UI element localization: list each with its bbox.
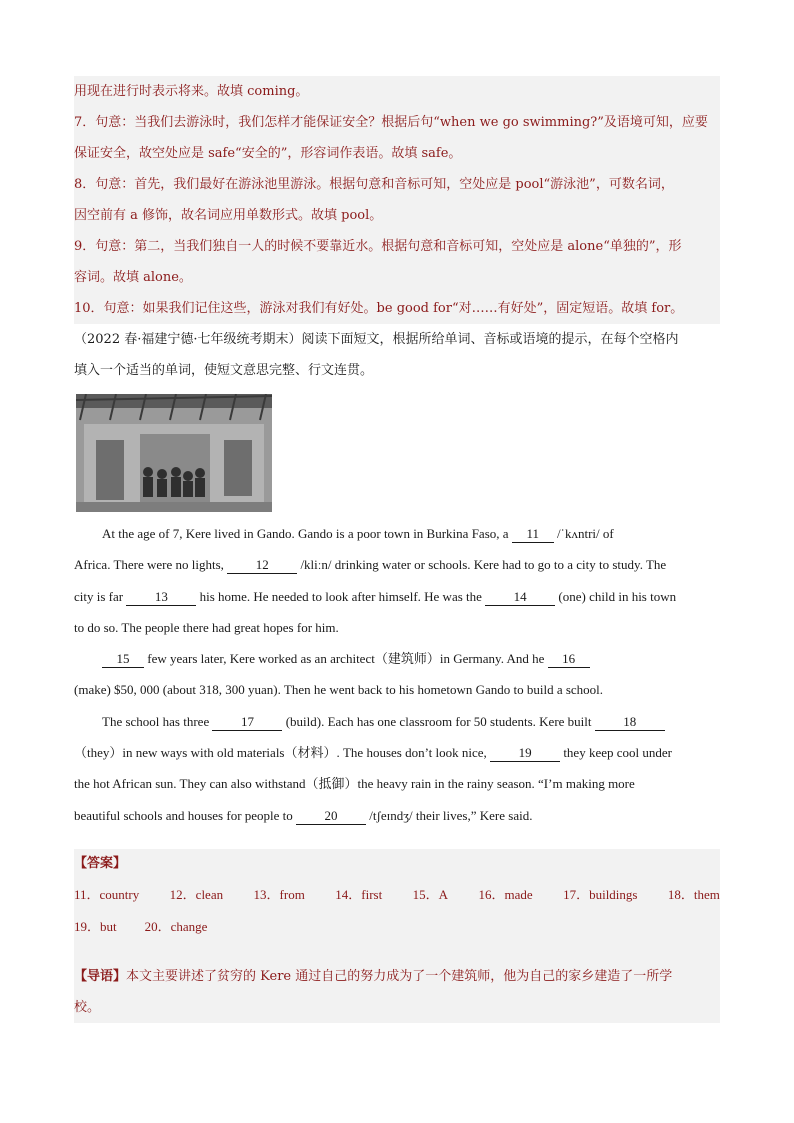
instruction-line: 填入一个适当的单词，使短文意思完整、行文连贯。 <box>74 363 374 378</box>
answer-item: 18．them <box>667 886 720 902</box>
answer-item: 11．country <box>74 886 140 902</box>
answer-row <box>74 911 720 943</box>
passage-line: At the age of 7, Kere lived in Gando. Gando is a poor town in Burkina Faso, a 11 /ˈkʌntri/ of <box>102 526 614 541</box>
blank-19: 19 <box>490 745 560 762</box>
lead-label: 【导语】 <box>74 968 127 984</box>
answer-item: 19．but <box>74 918 117 934</box>
passage-line: (make) $50, 000 (about 318, 300 yuan). Then he went back to his hometown Gando to build a school. <box>74 682 604 698</box>
blank-12: 12 <box>227 557 297 574</box>
passage-line: 15 few years later, Kere worked as an architect（建筑师）in Germany. And he 16 <box>74 643 720 674</box>
answer-item: 15．A <box>412 886 449 902</box>
explanation-line: 7．句意：当我们去游泳时，我们怎样才能保证安全？根据后句“when we go swimming?”及语境可知，应要 <box>74 115 708 130</box>
explanation-line: 9．句意：第二，当我们独自一人的时候不要靠近水。根据句意和音标可知，空处应是 alone“单独的”，形 <box>74 239 682 254</box>
explanation-line: 容词。故填 alone。 <box>74 270 192 285</box>
school-building-photo <box>76 394 272 512</box>
answer-item: 16．made <box>478 886 533 902</box>
passage-line: to do so. The people there had great hopes for him. <box>74 619 339 635</box>
blank-16: 16 <box>548 651 590 668</box>
answer-item: 14．first <box>335 886 383 902</box>
explanation-line: 用现在进行时表示将来。故填 coming。 <box>74 84 309 99</box>
passage-line: beautiful schools and houses for people to 20 /tʃeɪndʒ/ their lives,” Kere said. <box>74 807 533 823</box>
explanation-line: 因空前有 a 修饰，故名词应用单数形式。故填 pool。 <box>74 208 383 223</box>
explanation-line: 8．句意：首先，我们最好在游泳池里游泳。根据句意和音标可知，空处应是 pool“游泳池”，可数名词， <box>74 177 674 192</box>
answer-item: 12．clean <box>169 886 224 902</box>
answer-row <box>74 879 720 911</box>
lead-line: 【导语】本文主要讲述了贫穷的 Kere 通过自己的努力成为了一个建筑师，他为自己的家乡建造了一所学 <box>74 968 673 984</box>
answer-label: 【答案】 <box>74 855 127 871</box>
blank-15: 15 <box>102 651 144 668</box>
blank-13: 13 <box>126 589 196 606</box>
explanation-block <box>74 76 720 324</box>
lead-line: 校。 <box>74 999 101 1015</box>
blank-18: 18 <box>595 714 665 731</box>
explanation-line: 10．句意：如果我们记住这些，游泳对我们有好处。be good for“对……有好处”，固定短语。故填 for。 <box>74 301 684 316</box>
passage-line: the hot African sun. They can also withstand（抵御）the heavy rain in the rainy season. “I’m making more <box>74 776 635 792</box>
blank-20: 20 <box>296 808 366 825</box>
passage <box>74 518 720 831</box>
blank-11: 11 <box>512 526 554 543</box>
blank-14: 14 <box>485 589 555 606</box>
passage-line: city is far 13 his home. He needed to look after himself. He was the 14 (one) child in his town <box>74 588 677 604</box>
answer-item: 20．change <box>144 918 208 934</box>
instruction-line: （2022 春·福建宁德·七年级统考期末）阅读下面短文，根据所给单词、音标或语境的提示，在每个空格内 <box>74 332 679 347</box>
passage-line: （they）in new ways with old materials（材料）. The houses don’t look nice, 19 they keep cool under <box>74 745 672 761</box>
explanation-line: 保证安全，故空处应是 safe“安全的”，形容词作表语。故填 safe。 <box>74 146 462 161</box>
answer-item: 17．buildings <box>563 886 638 902</box>
blank-17: 17 <box>212 714 282 731</box>
document-page <box>74 76 720 1023</box>
passage-line: The school has three 17 (build). Each has one classroom for 50 students. Kere built 18 <box>74 706 720 737</box>
passage-line: Africa. There were no lights, 12 /kliːn/ drinking water or schools. Kere had to go to a city to study. The <box>74 557 667 573</box>
answer-block <box>74 849 720 1023</box>
answer-item: 13．from <box>253 886 305 902</box>
